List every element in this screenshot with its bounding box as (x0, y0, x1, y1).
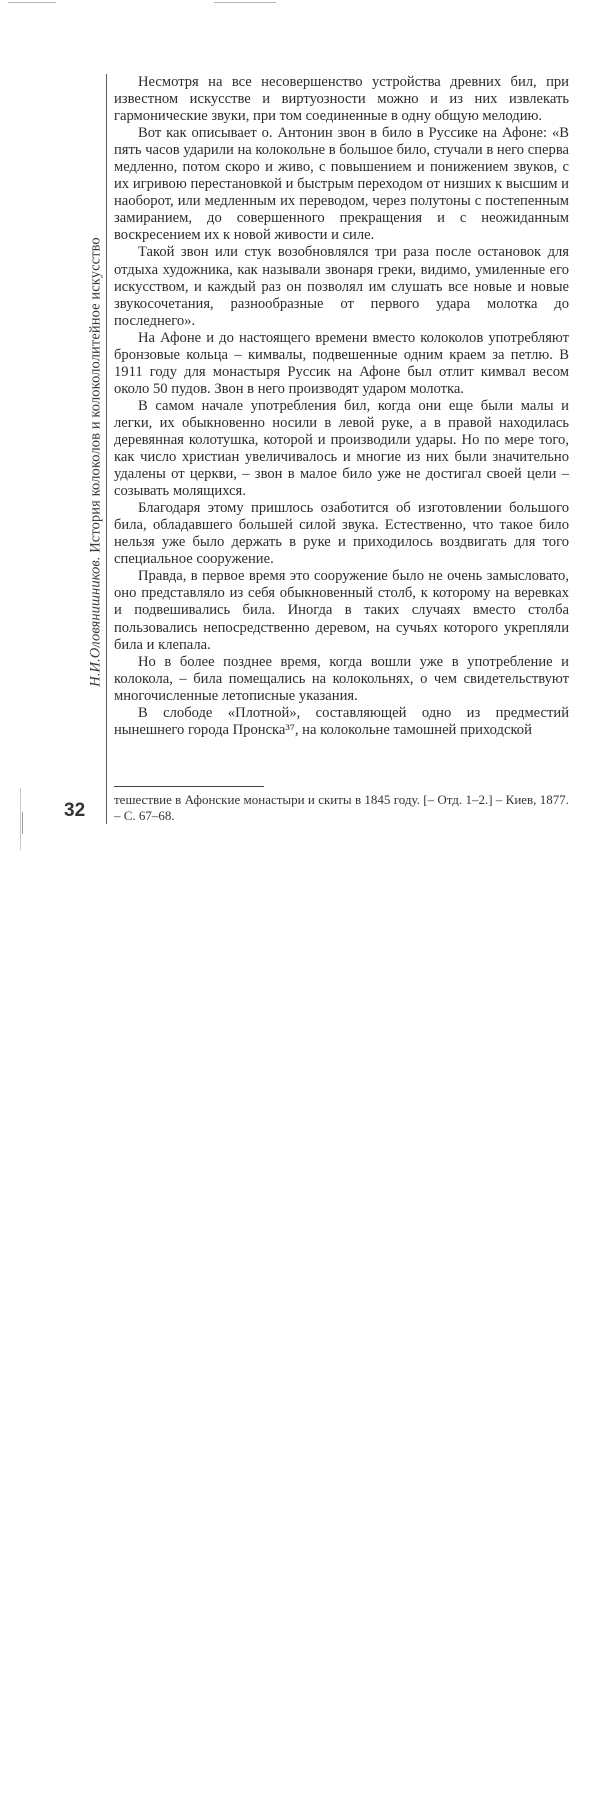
paragraph: Вот как описывает о. Антонин звон в било в Руссике на Афоне: «В пять часов ударили на колокольне в большое било, стучали в него сперва медленно, потом скоро и живо, с повышением и понижением звуков, с их игривою перестановкой и быстрым переходом от низших к высшим и наоборот, или медленным их переводом, через полутоны с постепенным замиранием, до совершенного прекращения и с неожиданным воскресением их к новой живости и силе. (114, 125, 569, 244)
footnote-text: тешествие в Афонские монастыри и скиты в 1845 году. [– Отд. 1–2.] – Киев, 1877. – С. 67–68. (114, 792, 569, 823)
page-number: 32 (64, 800, 86, 821)
paragraph: На Афоне и до настоящего времени вместо колоколов употребляют бронзовые кольца – кимвалы, подвешенные одним краем за петлю. В 1911 году для монастыря Руссик на Афоне был отлит кимвал весом около 50 пудов. Звон в него производят ударом молотка. (114, 329, 569, 397)
top-edge-rule (8, 2, 56, 3)
running-header-title: История колоколов и колокололитейное искусство (87, 237, 104, 553)
paragraph: Несмотря на все несовершенство устройства древних бил, при известном искусстве и виртуозности можно и из них извлекать гармонические звуки, при том соединенные в одну общую мелодию. (114, 74, 569, 125)
top-edge-rule (214, 2, 276, 3)
paragraph: Благодаря этому пришлось озаботится об изготовлении большого била, обладавшего большей силой звука. Естественно, что такое било нельзя уже было держать в руке и приходилось воздвигать для того специальное сооружение. (114, 500, 569, 568)
paragraph: Но в более позднее время, когда вошли уже в употребление и колокола, – била помещались на колокольнях, о чем свидетельствуют многочисленные летописные указания. (114, 653, 569, 704)
paragraph: В слободе «Плотной», составляющей одно из предместий нынешнего города Пронска³⁷, на колокольне тамошней приходской (114, 704, 569, 738)
margin-scan-mark (22, 812, 25, 834)
margin-rule (106, 74, 107, 824)
body-text (114, 74, 569, 739)
footnote-rule (114, 786, 264, 787)
running-header-author: Н.И.Оловянишников. (87, 556, 104, 687)
footnote (114, 792, 569, 823)
paragraph: Правда, в первое время это сооружение было не очень замысловато, оно представляло из себя обыкновенный столб, к которому на веревках и подвешивались била. Иногда в таких случаях вместо столба пользовались непосредственно деревом, на сучьях которого укрепляли била и клепала. (114, 568, 569, 653)
paragraph: Такой звон или стук возобновлялся три раза после остановок для отдыха художника, как называли звонаря греки, видимо, умиленные его искусством, и каждый раз он позволял им слушать все новые и новые звукосочетания, разнообразные от первого удара молотка до последнего». (114, 244, 569, 329)
paragraph: В самом начале употребления бил, когда они еще были малы и легки, их обыкновенно носили в левой руке, а в правой находилась деревянная колотушка, которой и производили удары. Но по мере того, как число христиан увеличивалось и многие из них были значительно удалены от церкви, – звон в малое било уже не достигал своей цели – созывать молящихся. (114, 397, 569, 500)
